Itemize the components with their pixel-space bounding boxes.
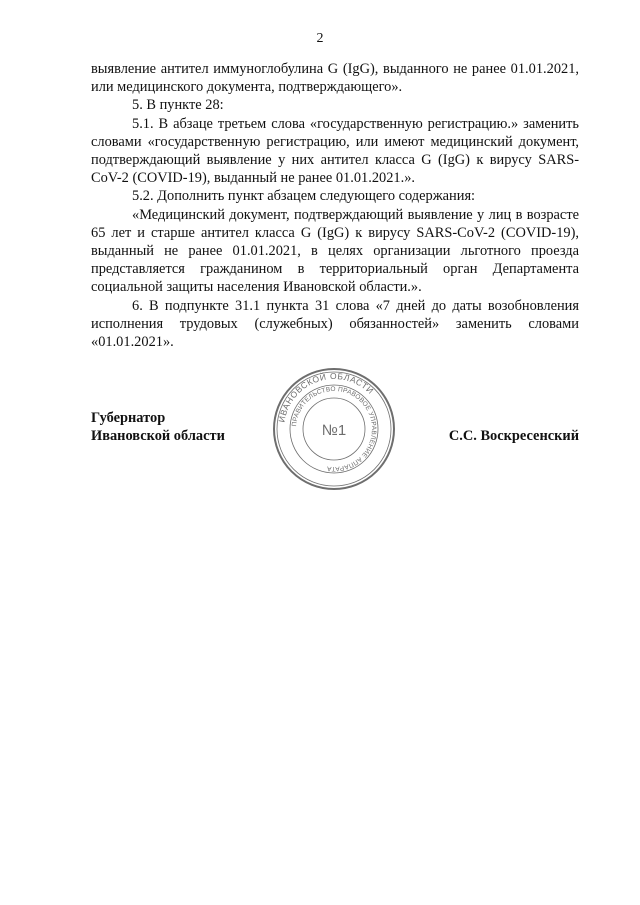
seal-outer-text: ИВАНОВСКОЙ ОБЛАСТИ: [276, 370, 376, 424]
paragraph-2: 5. В пункте 28:: [132, 97, 224, 114]
paragraph-3: 5.1. В абзаце третьем слова «государственную регистрацию.» заменить словами «государственную регистрацию, или имеют медицинский документ, подтверждающий выявление у них антител класса G (IgG) к вирусу SARS-CoV-2 (COVID-19), выданный не ранее 01.01.2021.».: [91, 115, 579, 187]
document-body: [91, 60, 579, 351]
seal-number: №1: [321, 422, 347, 439]
signatory-position: [91, 409, 225, 445]
signatory-name: С.С. Воскресенский: [448, 428, 579, 444]
official-seal: [272, 367, 396, 491]
page-number: 2: [316, 31, 324, 46]
paragraph-6: 6. В подпункте 31.1 пункта 31 слова «7 дней до даты возобновления исполнения трудовых (служебных) обязанностей» заменить словами «01.01.2021».: [91, 297, 579, 351]
signatory-position-line-1: Губернатор: [91, 410, 166, 426]
paragraph-5: «Медицинский документ, подтверждающий выявление у лиц в возрасте 65 лет и старше антител класса G (IgG) к вирусу SARS-CoV-2 (COVID-19), выданный не ранее 01.01.2021, в целях организации льготного проезда представляется гражданином в территориальный орган Департамента социальной защиты населения Ивановской области.».: [91, 206, 579, 296]
paragraph-4: 5.2. Дополнить пункт абзацем следующего содержания:: [132, 188, 476, 205]
signatory-position-line-2: Ивановской области: [91, 428, 225, 445]
paragraph-1: выявление антител иммуноглобулина G (IgG), выданного не ранее 01.01.2021, или медицинского документа, подтверждающего».: [91, 61, 579, 96]
seal-inner-text: ПРАВИТЕЛЬСТВО ПРАВОВОЕ УПРАВЛЕНИЕ АППАРАТА: [291, 385, 378, 473]
